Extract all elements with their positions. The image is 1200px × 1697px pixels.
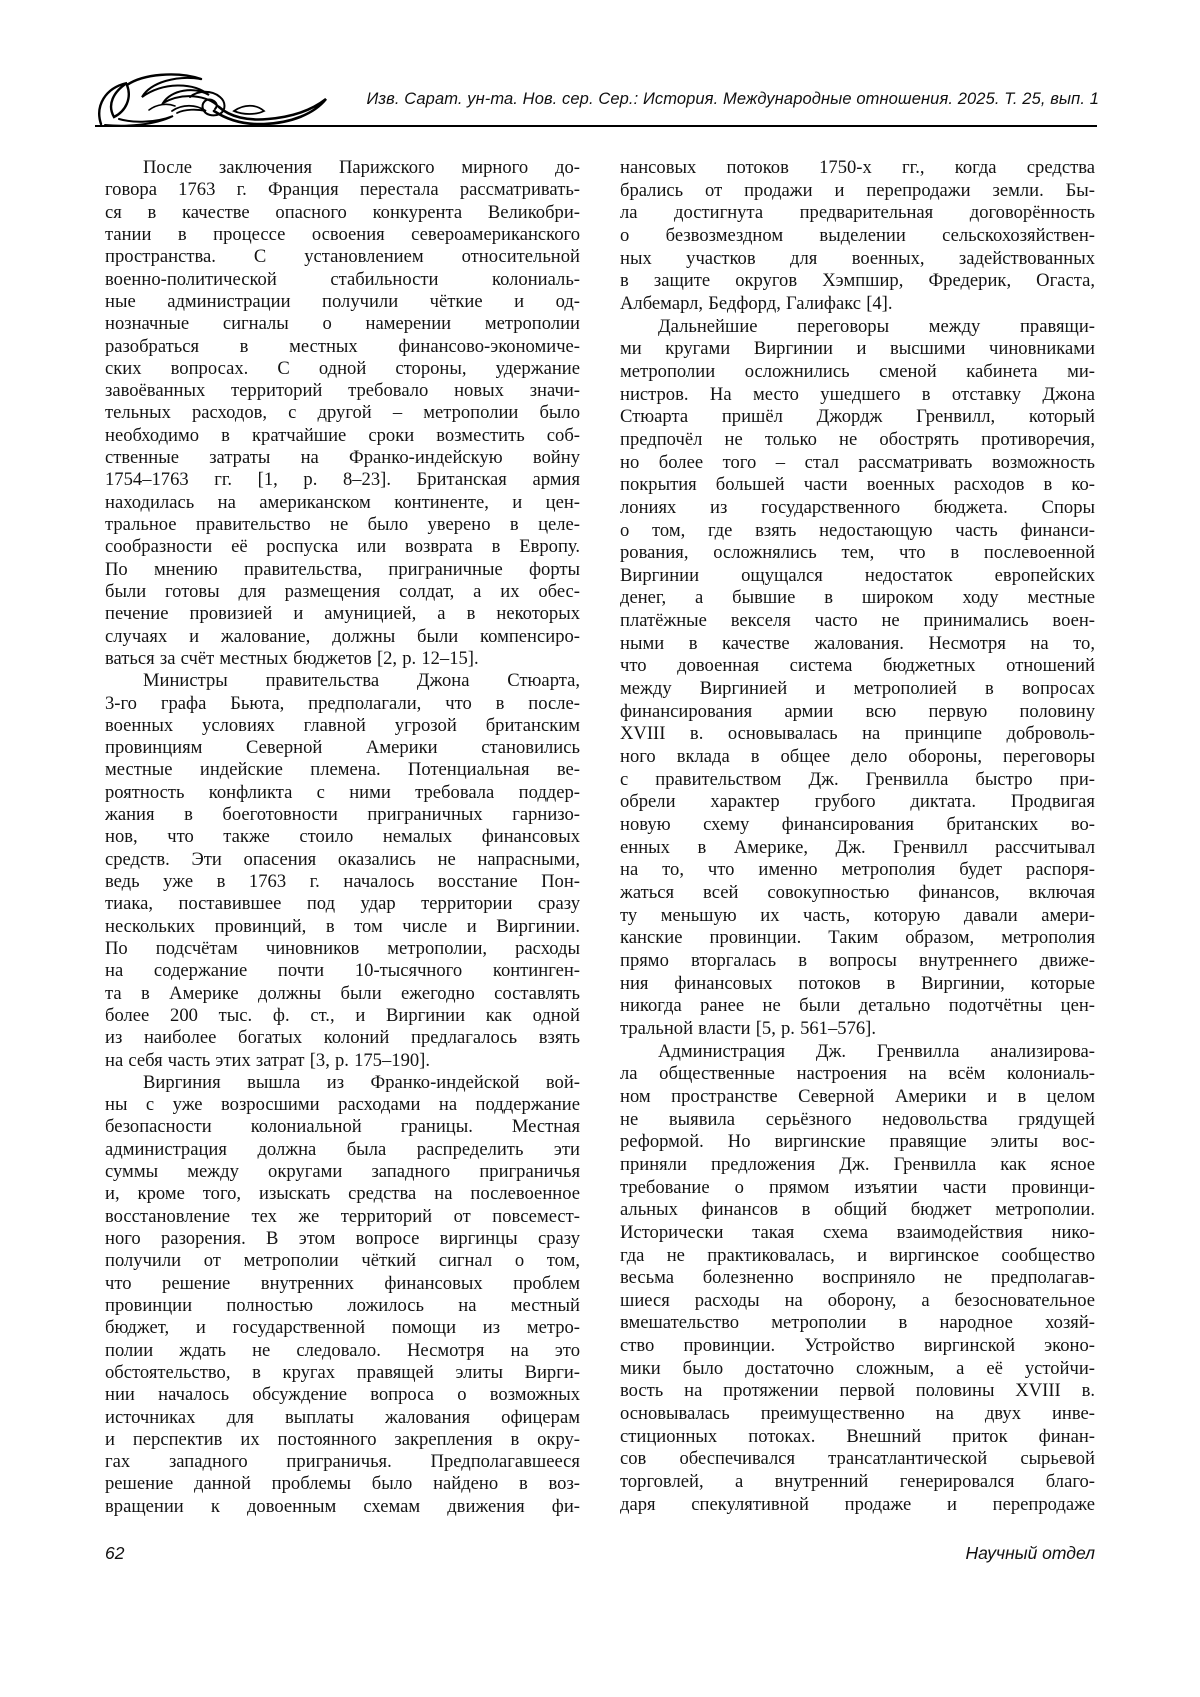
- text-line: ном пространстве Северной Америки и в целом: [620, 1085, 1095, 1107]
- text-line: платёжные векселя часто не принимались воен-: [620, 610, 1095, 632]
- text-line: на то, что именно метрополия будет распоря-: [620, 859, 1095, 881]
- text-line: канские провинции. Таким образом, метрополия: [620, 927, 1095, 949]
- text-line: тании в процессе освоения североамериканского: [105, 223, 580, 245]
- text-line: основывалась преимущественно на двух инве-: [620, 1403, 1095, 1425]
- text-line: рования, осложнялись тем, что в послевоенной: [620, 542, 1095, 564]
- text-line: и перспектив их постоянного закрепления в окру-: [105, 1428, 580, 1450]
- page-header: [105, 0, 1099, 132]
- text-line: источниках для выплаты жалования офицерам: [105, 1406, 580, 1428]
- ornament-flourish-icon: [93, 70, 331, 128]
- text-line: Администрация Дж. Гренвилла анализирова-: [658, 1040, 1095, 1062]
- text-line: администрация должна была распределить эти: [105, 1138, 580, 1160]
- text-line: тельных расходов, с другой – метрополии было: [105, 402, 580, 424]
- text-line: на себя часть этих затрат [3, p. 175–190].: [105, 1049, 431, 1071]
- text-line: пространства. С установлением относительной: [105, 246, 580, 268]
- text-line: обстоятельство, в кругах правящей элиты Вирги-: [105, 1361, 580, 1383]
- text-line: гда не практиковалась, и виргинское сообщество: [620, 1244, 1095, 1266]
- text-line: суммы между округами западного приграничья: [105, 1161, 580, 1183]
- text-line: ваться за счёт местных бюджетов [2, p. 12–15].: [105, 647, 479, 669]
- text-line: ла общественные настроения на всём колониаль-: [620, 1063, 1095, 1085]
- text-line: говора 1763 г. Франция перестала рассматривать-: [105, 179, 580, 201]
- text-line: альных финансов в общий бюджет метрополии.: [620, 1199, 1095, 1221]
- text-line: тральное правительство не было уверено в целе-: [105, 514, 580, 535]
- text-line: завоёванных территорий требовало новых значи-: [105, 380, 580, 402]
- text-line: метрополии осложнились сменой кабинета ми-: [620, 360, 1095, 382]
- text-line: торговлей, а внутренний генерировался благо-: [620, 1471, 1095, 1493]
- text-line: XVIII в. основывалась на принципе доброволь-: [620, 723, 1095, 745]
- text-line: жаться всей совокупностью финансов, включая: [620, 882, 1095, 903]
- text-line: ного вклада в общее дело обороны, переговоры: [620, 746, 1095, 768]
- text-line: вмешательство метрополии в народное хозяй-: [620, 1312, 1095, 1334]
- text-line: Стюарта пришёл Джордж Гренвилл, который: [620, 406, 1095, 428]
- text-line: полии ждать не следовало. Несмотря на это: [105, 1339, 580, 1361]
- text-line: вращении к довоенным схемам движения фи-: [105, 1495, 580, 1517]
- text-line: 3-го графа Бьюта, предполагали, что в после-: [105, 692, 580, 714]
- text-line: сообразности её роспуска или возврата в Европу.: [105, 536, 580, 558]
- text-line: гах западного приграничья. Предполагавшееся: [105, 1451, 580, 1473]
- text-line: енных в Америке, Дж. Гренвилл рассчитывал: [620, 836, 1095, 858]
- text-line: обрели характер грубого диктата. Продвигая: [620, 791, 1095, 813]
- text-line: ных участков для военных, задействованных: [620, 247, 1095, 269]
- text-line: тиака, поставившее под удар территории сразу: [105, 893, 580, 915]
- text-line: ведь уже в 1763 г. началось восстание Пон-: [105, 871, 580, 892]
- text-line: местные индейские племена. Потенциальная ве-: [105, 759, 580, 781]
- text-line: в защите округов Хэмпшир, Фредерик, Огаста,: [620, 270, 1095, 292]
- text-line: та в Америке должны были ежегодно составлять: [105, 982, 580, 1004]
- text-line: Виргинии ощущался недостаток европейских: [620, 564, 1095, 586]
- text-line: печение провизией и амуницией, а в некоторых: [105, 603, 580, 625]
- text-line: покрытия большей части военных расходов в ко-: [620, 474, 1095, 496]
- text-line: ство провинции. Устройство виргинской эконо-: [620, 1335, 1095, 1357]
- text-line: что решение внутренних финансовых проблем: [105, 1272, 580, 1294]
- header-rule: [95, 125, 1097, 127]
- text-line: средств. Эти опасения оказались не напрасными,: [105, 848, 580, 870]
- text-line: денег, а бывшие в широком ходу местные: [620, 587, 1095, 609]
- text-line: По мнению правительства, приграничные форты: [105, 558, 580, 580]
- text-line: безопасности колониальной границы. Местная: [105, 1116, 580, 1138]
- text-line: весьма болезненно восприняло не предполагав-: [620, 1267, 1095, 1289]
- text-line: Дальнейшие переговоры между правящи-: [658, 315, 1095, 337]
- text-line: ственные затраты на Франко-индейскую войну: [105, 447, 580, 469]
- text-line: приняли предложения Дж. Гренвилла как ясное: [620, 1153, 1095, 1175]
- section-label: Научный отдел: [965, 1543, 1095, 1563]
- text-line: случаях и жалование, должны были компенсиро-: [105, 625, 580, 647]
- article-body: [105, 157, 1095, 1518]
- text-line: Министры правительства Джона Стюарта,: [143, 670, 580, 692]
- text-line: более 200 тыс. ф. ст., и Виргинии как одной: [105, 1004, 580, 1026]
- text-line: провинции полностью ложилось на местный: [105, 1294, 580, 1316]
- text-line: Исторически такая схема взаимодействия нико-: [620, 1221, 1095, 1243]
- text-line: военных условиях главной угрозой британским: [105, 714, 580, 736]
- text-line: получили от метрополии чёткий сигнал о том,: [105, 1250, 580, 1272]
- text-line: стиционных потоках. Внешний приток финан-: [620, 1425, 1095, 1447]
- text-line: 1754–1763 гг. [1, p. 8–23]. Британская армия: [105, 469, 580, 491]
- text-line: новую схему финансирования британских во-: [620, 814, 1095, 836]
- text-line: из наиболее богатых колоний предлагалось взять: [105, 1027, 580, 1049]
- text-line: шиеся расходы на оборону, а безосновательное: [620, 1289, 1095, 1311]
- text-line: находилась на американском континенте, и цен-: [105, 491, 580, 513]
- text-line: вость на протяжении первой половины XVIII в.: [620, 1380, 1095, 1402]
- text-line: военно-политической стабильности колониаль-: [105, 268, 580, 290]
- text-line: реформой. Но виргинские правящие элиты вос-: [620, 1131, 1095, 1153]
- text-line: жания в боеготовности приграничных гарнизо-: [105, 804, 580, 826]
- text-line: роятность конфликта с ними требовала поддер-: [105, 781, 580, 803]
- text-line: на содержание почти 10-тысячного континген-: [105, 960, 580, 982]
- right-column: [620, 157, 1095, 1518]
- text-line: ными в качестве жалования. Несмотря на то,: [620, 632, 1095, 654]
- left-column: [105, 157, 580, 1518]
- text-line: нескольких провинций, в том числе и Виргинии.: [105, 915, 580, 937]
- text-line: бюджет, и государственной помощи из метро-: [105, 1317, 580, 1339]
- text-line: ния финансовых потоков в Виргинии, которые: [620, 972, 1095, 994]
- page-footer: [105, 1543, 1095, 1564]
- text-line: мики было достаточно сложным, а её устойчи-: [620, 1357, 1095, 1379]
- text-line: провинциям Северной Америки становились: [105, 737, 580, 759]
- text-line: необходимо в кратчайшие сроки возместить соб-: [105, 424, 580, 446]
- text-line: Виргиния вышла из Франко-индейской вой-: [143, 1071, 580, 1093]
- text-line: но более того – стал рассматривать возможность: [620, 451, 1095, 473]
- text-line: ся в качестве опасного конкурента Великобри-: [105, 201, 580, 223]
- text-line: нансовых потоков 1750-х гг., когда средства: [620, 157, 1095, 178]
- text-line: о безвозмездном выделении сельскохозяйствен-: [620, 224, 1095, 246]
- text-line: что довоенная система бюджетных отношений: [620, 655, 1095, 677]
- text-line: нов, что также стоило немалых финансовых: [105, 826, 580, 848]
- text-line: предпочёл не только не обострять противоречия,: [620, 428, 1095, 450]
- text-line: нистров. На место ушедшего в отставку Джона: [620, 383, 1095, 405]
- text-line: нозначные сигналы о намерении метрополии: [105, 313, 580, 335]
- text-line: ту меньшую их часть, которую давали амери-: [620, 904, 1095, 926]
- text-line: ные администрации получили чёткие и од-: [105, 290, 580, 312]
- text-line: ских вопросах. С одной стороны, удержание: [105, 357, 580, 379]
- text-line: сов обеспечивался трансатлантической сырьевой: [620, 1448, 1095, 1470]
- text-line: ла достигнута предварительная договорённость: [620, 202, 1095, 224]
- text-line: решение данной проблемы было найдено в воз-: [105, 1473, 580, 1495]
- text-line: были готовы для размещения солдат, а их обес-: [105, 580, 580, 602]
- text-line: финансирования армии всю первую половину: [620, 700, 1095, 722]
- text-line: ны с уже возросшими расходами на поддержание: [105, 1094, 580, 1116]
- text-line: требование о прямом изъятии части провинци-: [620, 1176, 1095, 1198]
- text-line: брались от продажи и перепродажи земли. Бы-: [620, 179, 1095, 201]
- text-line: о том, где взять недостающую часть финанси-: [620, 519, 1095, 541]
- text-line: даря спекулятивной продаже и перепродаже: [620, 1493, 1095, 1515]
- text-line: и, кроме того, изыскать средства на послевоенное: [105, 1183, 580, 1205]
- journal-citation: Изв. Сарат. ун-та. Нов. сер. Сер.: История. Международные отношения. 2025. Т. 25, вып. 1: [366, 90, 1099, 108]
- text-line: лониях из государственного бюджета. Споры: [620, 496, 1095, 518]
- page-number: 62: [105, 1543, 125, 1563]
- text-line: прямо вторгалась в вопросы внутреннего движе-: [620, 949, 1095, 971]
- text-line: ми кругами Виргинии и высшими чиновниками: [620, 338, 1095, 360]
- text-line: После заключения Парижского мирного до-: [143, 157, 580, 178]
- text-line: нии началось обсуждение вопроса о возможных: [105, 1384, 580, 1406]
- text-line: разобраться в местных финансово-экономиче-: [105, 335, 580, 357]
- text-line: никогда ранее не были детально подотчётны цен-: [620, 995, 1095, 1017]
- text-line: восстановление тех же территорий от повсемест-: [105, 1205, 580, 1227]
- text-line: ного разорения. В этом вопросе виргинцы сразу: [105, 1228, 580, 1249]
- text-line: между Виргинией и метрополией в вопросах: [620, 678, 1095, 700]
- text-line: Албемарл, Бедфорд, Галифакс [4].: [620, 292, 893, 314]
- text-line: По подсчётам чиновников метрополии, расходы: [105, 937, 580, 959]
- text-line: тральной власти [5, p. 561–576].: [620, 1017, 877, 1039]
- text-line: с правительством Дж. Гренвилла быстро при-: [620, 768, 1095, 790]
- text-line: не выявила серьёзного недовольства грядущей: [620, 1108, 1095, 1130]
